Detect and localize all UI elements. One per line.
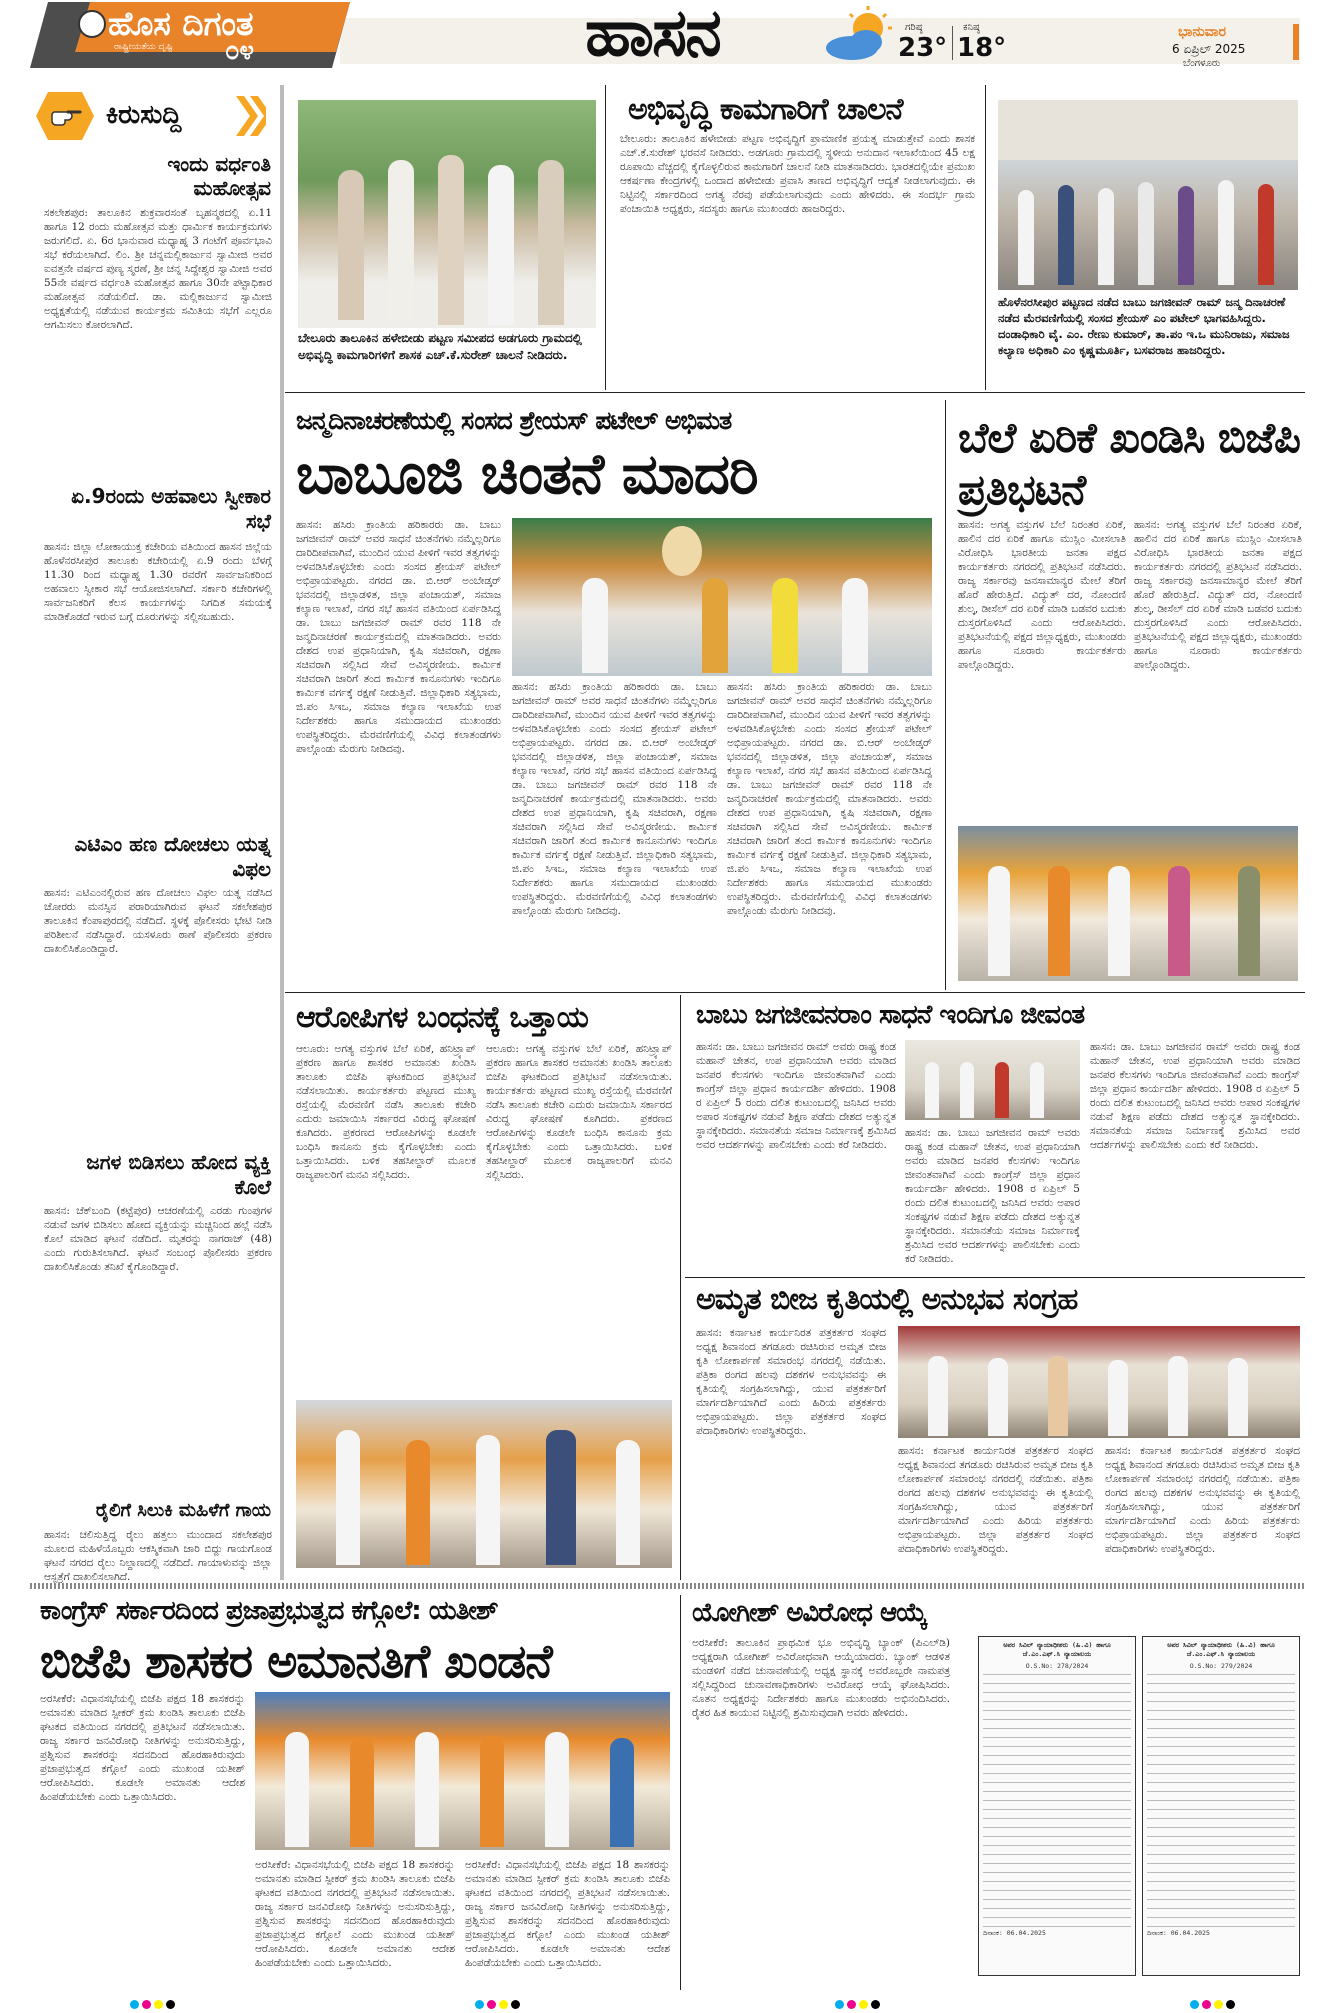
headline-yogesh: ಯೋಗೀಶ್ ಅವಿರೋಧ ಆಯ್ಕೆ [692, 1598, 927, 1628]
sidebar-body-1: ಸಕಲೇಶಪುರ: ತಾಲೂಕಿನ ಶುಕ್ರವಾರಸಂತೆ ಬೃಹನ್ಮಠದಲ್ಲಿ ಏ.11 ಹಾಗೂ 12 ರಂದು ಮಹೋತ್ಸವ ಮತ್ತು ಧಾರ್ಮಿಕ ಕಾರ್ಯಕ್ರಮಗಳು ಜರುಗಲಿದೆ. ಏ. 6ರ ಭಾನುವಾರ ಮಧ್ಯಾಹ್ನ 3 ಗಂಟೆಗೆ ಪೂರ್ವಭಾವಿ ಸಭೆ ಕರೆಯಲಾಗಿದೆ. ಲಿಂ. ಶ್ರೀ ಚನ್ನಮಲ್ಲಿಕಾರ್ಜುನ ಸ್ವಾಮೀಜಿ ಅವರ ಐವತ್ತನೇ ವರ್ಷದ ಪುಣ್ಯ ಸ್ಮರಣೆ, ಶ್ರೀ ಚನ್ನ ಸಿದ್ದೇಶ್ವರ ಸ್ವಾಮೀಜಿ ಅವರ 55ನೇ ವರ್ಷದ ವರ್ಧಂತಿ ಮಹೋತ್ಸವ ಹಾಗೂ 30ನೇ ಪಟ್ಟಾಧಿಕಾರ ಮಹೋತ್ಸವ ನಡೆಯಲಿದೆ. ಡಾ. ಮಲ್ಲಿಕಾರ್ಜುನ ಸ್ವಾಮೀಜಿ ಅಧ್ಯಕ್ಷತೆಯಲ್ಲಿ ನಡೆಯುವ ಕಾರ್ಯಕ್ರಮ ಸಮಿತಿಯ ಸಭೆಗೆ ಎಲ್ಲರೂ ಆಗಮಿಸಲು ಕೋರಲಾಗಿದೆ. [44, 207, 272, 331]
masthead-bar [1293, 24, 1299, 60]
photo-development-caption: ಬೇಲೂರು ತಾಲೂಕಿನ ಹಳೇಬೀಡು ಪಟ್ಟಣ ಸಮೀಪದ ಅಡಗೂರು ಗ್ರಾಮದಲ್ಲಿ ಅಭಿವೃದ್ಧಿ ಕಾಮಗಾರಿಗಳಿಗೆ ಶಾಸಕ ಎಚ್.ಕೆ.ಸುರೇಶ್ ಚಾಲನೆ ನೀಡಿದರು. [298, 331, 582, 362]
rule-v6 [680, 1595, 681, 1990]
body-babuji-col2: ಹಾಸನ: ಹಸಿರು ಕ್ರಾಂತಿಯ ಹರಿಕಾರರು ಡಾ. ಬಾಬು ಜಗಜೀವನ್ ರಾಮ್ ಅವರ ಸಾಧನೆ ಚಿಂತನೆಗಳು ನಮ್ಮೆಲ್ಲರಿಗೂ ದಾರಿದೀಪವಾಗಿವೆ, ಮುಂದಿನ ಯುವ ಪೀಳಿಗೆ ಇವರ ತತ್ವಗಳನ್ನು ಅಳವಡಿಸಿಕೊಳ್ಳಬೇಕು ಎಂದು ಸಂಸದ ಶ್ರೇಯಸ್ ಪಟೇಲ್ ಅಭಿಪ್ರಾಯಪಟ್ಟರು. ನಗರದ ಡಾ. ಬಿ.ಆರ್ ಅಂಬೇಡ್ಕರ್ ಭವನದಲ್ಲಿ ಜಿಲ್ಲಾಡಳಿತ, ಜಿಲ್ಲಾ ಪಂಚಾಯತ್, ಸಮಾಜ ಕಲ್ಯಾಣ ಇಲಾಖೆ, ನಗರ ಸಭೆ ಹಾಸನ ವತಿಯಿಂದ ಏರ್ಪಡಿಸಿದ್ದ ಡಾ. ಬಾಬು ಜಗಜೀವನ್ ರಾಮ್ ರವರ 118 ನೇ ಜನ್ಮದಿನಾಚರಣೆ ಕಾರ್ಯಕ್ರಮದಲ್ಲಿ ಮಾತನಾಡಿದರು. ಅವರು ದೇಶದ ಉಪ ಪ್ರಧಾನಿಯಾಗಿ, ಕೃಷಿ ಸಚಿವರಾಗಿ, ರಕ್ಷಣಾ ಸಚಿವರಾಗಿ ಸಲ್ಲಿಸಿದ ಸೇವೆ ಅವಿಸ್ಮರಣೀಯ. ಕಾರ್ಮಿಕ ಸಚಿವರಾಗಿ ಜಾರಿಗೆ ತಂದ ಕಾರ್ಮಿಕ ಕಾನೂನುಗಳು ಇಂದಿಗೂ ಕಾರ್ಮಿಕ ವರ್ಗಕ್ಕೆ ರಕ್ಷಣೆ ನೀಡುತ್ತಿವೆ. ಜಿಲ್ಲಾಧಿಕಾರಿ ಸತ್ಯಭಾಮ, ಜಿ.ಪಂ ಸಿಇಒ, ಸಮಾಜ ಕಲ್ಯಾಣ ಇಲಾಖೆಯ ಉಪ ನಿರ್ದೇಶಕರು ಹಾಗೂ ಸಮುದಾಯದ ಮುಖಂಡರು ಉಪಸ್ಥಿತರಿದ್ದರು. ಮೆರವಣಿಗೆಯಲ್ಲಿ ವಿವಿಧ ಕಲಾತಂಡಗಳು ಪಾಲ್ಗೊಂಡು ಮೆರುಗು ನೀಡಿದವು. [512, 681, 717, 917]
photo-procession-caption: ಹೊಳೆನರಸೀಪುರ ಪಟ್ಟಣದ ನಡೆದ ಬಾಬು ಜಗಜೀವನ್ ರಾಮ್ ಜನ್ಮ ದಿನಾಚರಣೆ ನಡೆದ ಮೆರವಣಿಗೆಯಲ್ಲಿ ಸಂಸದ ಶ್ರೇಯಸ್ ಎಂ ಪಟೇಲ್ ಭಾಗವಹಿಸಿದ್ದರು. ದಂಡಾಧಿಕಾರಿ ವೈ. ಎಂ. ರೇಣು ಕುಮಾರ್, ತಾ.ಪಂ ಇ.ಒ ಮುನಿರಾಜು, ಸಮಾಜ ಕಲ್ಯಾಣ ಅಧಿಕಾರಿ ಎಂ ಕೃಷ್ಣಮೂರ್ತಿ, ಬಸವರಾಜ ಹಾಜರಿದ್ದರು. [998, 295, 1290, 357]
body-amrutha-col1: ಹಾಸನ: ಕರ್ನಾಟಕ ಕಾರ್ಯನಿರತ ಪತ್ರಕರ್ತರ ಸಂಘದ ಅಧ್ಯಕ್ಷ ಶಿವಾನಂದ ತಗಡೂರು ರಚಿಸಿರುವ ಅಮೃತ ಬೀಜ ಕೃತಿ ಲೋಕಾರ್ಪಣೆ ಸಮಾರಂಭ ನಗರದಲ್ಲಿ ನಡೆಯಿತು. ಪತ್ರಿಕಾ ರಂಗದ ಹಲವು ದಶಕಗಳ ಅನುಭವವನ್ನು ಈ ಕೃತಿಯಲ್ಲಿ ಸಂಗ್ರಹಿಸಲಾಗಿದ್ದು, ಯುವ ಪತ್ರಕರ್ತರಿಗೆ ಮಾರ್ಗದರ್ಶಿಯಾಗಿದೆ ಎಂದು ಹಿರಿಯ ಪತ್ರಕರ್ತರು ಅಭಿಪ್ರಾಯಪಟ್ಟರು. ಜಿಲ್ಲಾ ಪತ್ರಕರ್ತರ ಸಂಘದ ಪದಾಧಿಕಾರಿಗಳು ಉಪಸ್ಥಿತರಿದ್ದರು. [696, 1327, 886, 1437]
headline-development: ಅಭಿವೃದ್ಧಿ ಕಾಮಗಾರಿಗೆ ಚಾಲನೆ [628, 92, 903, 127]
legal-notice-1-title: ಅಪರ ಸಿವಿಲ್ ನ್ಯಾಯಾಧೀಶರು (ಹಿ.ವಿ) ಹಾಗೂ ಜೆ.ಎಂ.ಎಫ್.ಸಿ ನ್ಯಾಯಾಲಯ [1003, 1641, 1111, 1658]
headline-congress: ಬಿಜೆಪಿ ಶಾಸಕರ ಅಮಾನತಿಗೆ ಖಂಡನೆ [40, 1634, 552, 1688]
body-congress-col2: ಅರಸೀಕೆರೆ: ವಿಧಾನಸಭೆಯಲ್ಲಿ ಬಿಜೆಪಿ ಪಕ್ಷದ 18 ಶಾಸಕರನ್ನು ಅಮಾನತು ಮಾಡಿದ ಸ್ಪೀಕರ್ ಕ್ರಮ ಖಂಡಿಸಿ ತಾಲೂಕು ಬಿಜೆಪಿ ಘಟಕದ ವತಿಯಿಂದ ನಗರದಲ್ಲಿ ಪ್ರತಿಭಟನೆ ನಡೆಸಲಾಯಿತು. ರಾಜ್ಯ ಸರ್ಕಾರ ಜನವಿರೋಧಿ ನೀತಿಗಳನ್ನು ಅನುಸರಿಸುತ್ತಿದ್ದು, ಪ್ರಶ್ನಿಸುವ ಶಾಸಕರನ್ನು ಸದನದಿಂದ ಹೊರಹಾಕಿರುವುದು ಪ್ರಜಾಪ್ರಭುತ್ವದ ಕಗ್ಗೊಲೆ ಎಂದು ಮುಖಂಡ ಯತೀಶ್ ಆರೋಪಿಸಿದರು. ಕೂಡಲೇ ಅಮಾನತು ಆದೇಶ ಹಿಂಪಡೆಯಬೇಕು ಎಂದು ಒತ್ತಾಯಿಸಿದರು. [255, 1859, 455, 1969]
sidebar-headline-1: ಇಂದು ವರ್ಧಂತಿ ಮಹೋತ್ಸವ [167, 152, 271, 200]
sidebar-body-2: ಹಾಸನ: ಜಿಲ್ಲಾ ಲೋಕಾಯುಕ್ತ ಕಚೇರಿಯ ವತಿಯಿಂದ ಹಾಸನ ಜಿಲ್ಲೆಯ ಹೊಳೆನರಸೀಪುರ ತಾಲೂಕು ಕಚೇರಿಯಲ್ಲಿ ಏ.9 ರಂದು ಬೆಳಗ್ಗೆ 11.30 ರಿಂದ ಮಧ್ಯಾಹ್ನ 1.30 ರವರೆಗೆ ಸಾರ್ವಜನಿಕರಿಂದ ಅಹವಾಲು ಸ್ವೀಕಾರ ಸಭೆ ಆಯೋಜಿಸಲಾಗಿದೆ. ಸರ್ಕಾರಿ ಕಚೇರಿಗಳಲ್ಲಿ ಸಾರ್ವಜನಿಕರಿಗೆ ಕೆಲಸ ಕಾರ್ಯಗಳನ್ನು ನಿಗದಿತ ಸಮಯಕ್ಕೆ ಮಾಡಿಕೊಡದೆ ಇರುವ ಬಗ್ಗೆ ದೂರುಗಳನ್ನು ಸಲ್ಲಿಸಬಹುದು. [44, 541, 272, 623]
sidebar-body-5: ಹಾಸನ: ಚಲಿಸುತ್ತಿದ್ದ ರೈಲು ಹತ್ತಲು ಮುಂದಾದ ಸಕಲೇಶಪುರ ಮೂಲದ ಮಹಿಳೆಯೊಬ್ಬರು ಆಕಸ್ಮಿಕವಾಗಿ ಜಾರಿ ಬಿದ್ದು ಗಾಯಗೊಂಡ ಘಟನೆ ನಗರದ ರೈಲು ನಿಲ್ದಾಣದಲ್ಲಿ ನಡೆದಿದೆ. ಗಾಯಾಳುವನ್ನು ಜಿಲ್ಲಾ ಆಸ್ಪತ್ರೆಗೆ ದಾಖಲಿಸಲಾಗಿದೆ. [44, 1529, 272, 1583]
sidebar [36, 88, 276, 1583]
logo-emblem [78, 10, 106, 38]
registration-marks-1 [130, 1994, 178, 2013]
body-congress-col1: ಅರಸೀಕೆರೆ: ವಿಧಾನಸಭೆಯಲ್ಲಿ ಬಿಜೆಪಿ ಪಕ್ಷದ 18 ಶಾಸಕರನ್ನು ಅಮಾನತು ಮಾಡಿದ ಸ್ಪೀಕರ್ ಕ್ರಮ ಖಂಡಿಸಿ ತಾಲೂಕು ಬಿಜೆಪಿ ಘಟಕದ ವತಿಯಿಂದ ನಗರದಲ್ಲಿ ಪ್ರತಿಭಟನೆ ನಡೆಸಲಾಯಿತು. ರಾಜ್ಯ ಸರ್ಕಾರ ಜನವಿರೋಧಿ ನೀತಿಗಳನ್ನು ಅನುಸರಿಸುತ್ತಿದ್ದು, ಪ್ರಶ್ನಿಸುವ ಶಾಸಕರನ್ನು ಸದನದಿಂದ ಹೊರಹಾಕಿರುವುದು ಪ್ರಜಾಪ್ರಭುತ್ವದ ಕಗ್ಗೊಲೆ ಎಂದು ಮುಖಂಡ ಯತೀಶ್ ಆರೋಪಿಸಿದರು. ಕೂಡಲೇ ಅಮಾನತು ಆದೇಶ ಹಿಂಪಡೆಯಬೇಕು ಎಂದು ಒತ್ತಾಯಿಸಿದರು. [40, 1693, 245, 1803]
body-arrest-col1: ಆಲೂರು: ಅಗತ್ಯ ವಸ್ತುಗಳ ಬೆಲೆ ಏರಿಕೆ, ಹನಿಟ್ರ್ಯಾಪ್ ಪ್ರಕರಣ ಹಾಗೂ ಶಾಸಕರ ಅಮಾನತು ಖಂಡಿಸಿ ತಾಲೂಕು ಬಿಜೆಪಿ ಘಟಕದಿಂದ ಪ್ರತಿಭಟನೆ ನಡೆಸಲಾಯಿತು. ಕಾರ್ಯಕರ್ತರು ಪಟ್ಟಣದ ಮುಖ್ಯ ರಸ್ತೆಯಲ್ಲಿ ಮೆರವಣಿಗೆ ನಡೆಸಿ ತಾಲೂಕು ಕಚೇರಿ ಎದುರು ಜಮಾಯಿಸಿ ಸರ್ಕಾರದ ವಿರುದ್ಧ ಘೋಷಣೆ ಕೂಗಿದರು. ಪ್ರಕರಣದ ಆರೋಪಿಗಳನ್ನು ಕೂಡಲೇ ಬಂಧಿಸಿ ಕಾನೂನು ಕ್ರಮ ಕೈಗೊಳ್ಳಬೇಕು ಎಂದು ಒತ್ತಾಯಿಸಿದರು. ಬಳಿಕ ತಹಸೀಲ್ದಾರ್ ಮೂಲಕ ರಾಜ್ಯಪಾಲರಿಗೆ ಮನವಿ ಸಲ್ಲಿಸಿದರು. [296, 1043, 476, 1181]
masthead-band [340, 18, 1300, 64]
photo-procession [998, 100, 1298, 290]
legal-notice-2-title: ಅಪರ ಸಿವಿಲ್ ನ್ಯಾಯಾಧೀಶರು (ಹಿ.ವಿ) ಹಾಗೂ ಜೆ.ಎಂ.ಎಫ್.ಸಿ ನ್ಯಾಯಾಲಯ [1167, 1641, 1275, 1658]
issue-date: 6 ಏಪ್ರಿಲ್ 2025 [1172, 42, 1246, 56]
body-price-rise-col1: ಹಾಸನ: ಅಗತ್ಯ ವಸ್ತುಗಳ ಬೆಲೆ ನಿರಂತರ ಏರಿಕೆ, ಹಾಲಿನ ದರ ಏರಿಕೆ ಹಾಗೂ ಮುಸ್ಲಿಂ ಮೀಸಲಾತಿ ವಿರೋಧಿಸಿ ಭಾರತೀಯ ಜನತಾ ಪಕ್ಷದ ಕಾರ್ಯಕರ್ತರು ನಗರದಲ್ಲಿ ಪ್ರತಿಭಟನೆ ನಡೆಸಿದರು. ರಾಜ್ಯ ಸರ್ಕಾರವು ಜನಸಾಮಾನ್ಯರ ಮೇಲೆ ತೆರಿಗೆ ಹೊರೆ ಹೇರುತ್ತಿದೆ. ವಿದ್ಯುತ್ ದರ, ನೋಂದಣಿ ಶುಲ್ಕ, ಡೀಸೆಲ್ ದರ ಏರಿಕೆ ಮಾಡಿ ಬಡವರ ಬದುಕು ದುಸ್ತರಗೊಳಿಸಿದೆ ಎಂದು ಆರೋಪಿಸಿದರು. ಪ್ರತಿಭಟನೆಯಲ್ಲಿ ಪಕ್ಷದ ಜಿಲ್ಲಾಧ್ಯಕ್ಷರು, ಮುಖಂಡರು ಹಾಗೂ ನೂರಾರು ಕಾರ್ಯಕರ್ತರು ಪಾಲ್ಗೊಂಡಿದ್ದರು. [958, 519, 1126, 671]
body-jagjivan-col1: ಹಾಸನ: ಡಾ. ಬಾಬು ಜಗಜೀವನ ರಾಮ್ ಅವರು ರಾಷ್ಟ್ರ ಕಂಡ ಮಹಾನ್ ಚೇತನ, ಉಪ ಪ್ರಧಾನಿಯಾಗಿ ಅವರು ಮಾಡಿದ ಜನಪರ ಕೆಲಸಗಳು ಇಂದಿಗೂ ಜೀವಂತವಾಗಿವೆ ಎಂದು ಕಾಂಗ್ರೆಸ್ ಜಿಲ್ಲಾ ಪ್ರಧಾನ ಕಾರ್ಯದರ್ಶಿ ಹೇಳಿದರು. 1908 ರ ಏಪ್ರಿಲ್ 5 ರಂದು ದಲಿತ ಕುಟುಂಬದಲ್ಲಿ ಜನಿಸಿದ ಅವರು ಅಪಾರ ಸಂಕಷ್ಟಗಳ ನಡುವೆ ಶಿಕ್ಷಣ ಪಡೆದು ದೇಶದ ಅತ್ಯುನ್ನತ ಸ್ಥಾನಕ್ಕೇರಿದರು. ಸಮಾನತೆಯ ಸಮಾಜ ನಿರ್ಮಾಣಕ್ಕೆ ಶ್ರಮಿಸಿದ ಅವರ ಆದರ್ಶಗಳನ್ನು ಪಾಲಿಸಬೇಕು ಎಂದು ಕರೆ ನೀಡಿದರು. [696, 1041, 896, 1151]
rule-h1 [285, 392, 1305, 393]
rule-v4 [945, 400, 946, 990]
temp-min: 18° [957, 33, 1007, 63]
registration-marks-3 [835, 1994, 883, 2013]
body-amrutha-col2: ಹಾಸನ: ಕರ್ನಾಟಕ ಕಾರ್ಯನಿರತ ಪತ್ರಕರ್ತರ ಸಂಘದ ಅಧ್ಯಕ್ಷ ಶಿವಾನಂದ ತಗಡೂರು ರಚಿಸಿರುವ ಅಮೃತ ಬೀಜ ಕೃತಿ ಲೋಕಾರ್ಪಣೆ ಸಮಾರಂಭ ನಗರದಲ್ಲಿ ನಡೆಯಿತು. ಪತ್ರಿಕಾ ರಂಗದ ಹಲವು ದಶಕಗಳ ಅನುಭವವನ್ನು ಈ ಕೃತಿಯಲ್ಲಿ ಸಂಗ್ರಹಿಸಲಾಗಿದ್ದು, ಯುವ ಪತ್ರಕರ್ತರಿಗೆ ಮಾರ್ಗದರ್ಶಿಯಾಗಿದೆ ಎಂದು ಹಿರಿಯ ಪತ್ರಕರ್ತರು ಅಭಿಪ್ರಾಯಪಟ್ಟರು. ಜಿಲ್ಲಾ ಪತ್ರಕರ್ತರ ಸಂಘದ ಪದಾಧಿಕಾರಿಗಳು ಉಪಸ್ಥಿತರಿದ್ದರು. [898, 1445, 1093, 1555]
registration-marks-4 [1190, 1994, 1238, 2013]
legal-notice-1 [978, 1636, 1136, 1976]
body-jagjivan-col3: ಹಾಸನ: ಡಾ. ಬಾಬು ಜಗಜೀವನ ರಾಮ್ ಅವರು ರಾಷ್ಟ್ರ ಕಂಡ ಮಹಾನ್ ಚೇತನ, ಉಪ ಪ್ರಧಾನಿಯಾಗಿ ಅವರು ಮಾಡಿದ ಜನಪರ ಕೆಲಸಗಳು ಇಂದಿಗೂ ಜೀವಂತವಾಗಿವೆ ಎಂದು ಕಾಂಗ್ರೆಸ್ ಜಿಲ್ಲಾ ಪ್ರಧಾನ ಕಾರ್ಯದರ್ಶಿ ಹೇಳಿದರು. 1908 ರ ಏಪ್ರಿಲ್ 5 ರಂದು ದಲಿತ ಕುಟುಂಬದಲ್ಲಿ ಜನಿಸಿದ ಅವರು ಅಪಾರ ಸಂಕಷ್ಟಗಳ ನಡುವೆ ಶಿಕ್ಷಣ ಪಡೆದು ದೇಶದ ಅತ್ಯುನ್ನತ ಸ್ಥಾನಕ್ಕೇರಿದರು. ಸಮಾನತೆಯ ಸಮಾಜ ನಿರ್ಮಾಣಕ್ಕೆ ಶ್ರಮಿಸಿದ ಅವರ ಆದರ್ಶಗಳನ್ನು ಪಾಲಿಸಬೇಕು ಎಂದು ಕರೆ ನೀಡಿದರು. [1090, 1041, 1300, 1151]
body-price-rise-col2: ಹಾಸನ: ಅಗತ್ಯ ವಸ್ತುಗಳ ಬೆಲೆ ನಿರಂತರ ಏರಿಕೆ, ಹಾಲಿನ ದರ ಏರಿಕೆ ಹಾಗೂ ಮುಸ್ಲಿಂ ಮೀಸಲಾತಿ ವಿರೋಧಿಸಿ ಭಾರತೀಯ ಜನತಾ ಪಕ್ಷದ ಕಾರ್ಯಕರ್ತರು ನಗರದಲ್ಲಿ ಪ್ರತಿಭಟನೆ ನಡೆಸಿದರು. ರಾಜ್ಯ ಸರ್ಕಾರವು ಜನಸಾಮಾನ್ಯರ ಮೇಲೆ ತೆರಿಗೆ ಹೊರೆ ಹೇರುತ್ತಿದೆ. ವಿದ್ಯುತ್ ದರ, ನೋಂದಣಿ ಶುಲ್ಕ, ಡೀಸೆಲ್ ದರ ಏರಿಕೆ ಮಾಡಿ ಬಡವರ ಬದುಕು ದುಸ್ತರಗೊಳಿಸಿದೆ ಎಂದು ಆರೋಪಿಸಿದರು. ಪ್ರತಿಭಟನೆಯಲ್ಲಿ ಪಕ್ಷದ ಜಿಲ್ಲಾಧ್ಯಕ್ಷರು, ಮುಖಂಡರು ಹಾಗೂ ನೂರಾರು ಕಾರ್ಯಕರ್ತರು ಪಾಲ್ಗೊಂಡಿದ್ದರು. [1134, 519, 1302, 671]
kicker-babuji: ಜನ್ಮದಿನಾಚರಣೆಯಲ್ಲಿ ಸಂಸದ ಶ್ರೇಯಸ್ ಪಟೇಲ್ ಅಭಿಮತ [296, 406, 732, 435]
sidebar-headline-5: ರೈಲಿಗೆ ಸಿಲುಕಿ ಮಹಿಳೆಗೆ ಗಾಯ [95, 1500, 271, 1521]
photo-amrutha [898, 1326, 1300, 1438]
temp-max-label: ಗರಿಷ್ಠ [905, 22, 923, 33]
body-arrest-col2: ಆಲೂರು: ಅಗತ್ಯ ವಸ್ತುಗಳ ಬೆಲೆ ಏರಿಕೆ, ಹನಿಟ್ರ್ಯಾಪ್ ಪ್ರಕರಣ ಹಾಗೂ ಶಾಸಕರ ಅಮಾನತು ಖಂಡಿಸಿ ತಾಲೂಕು ಬಿಜೆಪಿ ಘಟಕದಿಂದ ಪ್ರತಿಭಟನೆ ನಡೆಸಲಾಯಿತು. ಕಾರ್ಯಕರ್ತರು ಪಟ್ಟಣದ ಮುಖ್ಯ ರಸ್ತೆಯಲ್ಲಿ ಮೆರವಣಿಗೆ ನಡೆಸಿ ತಾಲೂಕು ಕಚೇರಿ ಎದುರು ಜಮಾಯಿಸಿ ಸರ್ಕಾರದ ವಿರುದ್ಧ ಘೋಷಣೆ ಕೂಗಿದರು. ಪ್ರಕರಣದ ಆರೋಪಿಗಳನ್ನು ಕೂಡಲೇ ಬಂಧಿಸಿ ಕಾನೂನು ಕ್ರಮ ಕೈಗೊಳ್ಳಬೇಕು ಎಂದು ಒತ್ತಾಯಿಸಿದರು. ಬಳಿಕ ತಹಸೀಲ್ದಾರ್ ಮೂಲಕ ರಾಜ್ಯಪಾಲರಿಗೆ ಮನವಿ ಸಲ್ಲಿಸಿದರು. [486, 1043, 672, 1181]
sidebar-section-label: ಕಿರುಸುದ್ದಿ [106, 100, 182, 130]
body-babuji-col3: ಹಾಸನ: ಹಸಿರು ಕ್ರಾಂತಿಯ ಹರಿಕಾರರು ಡಾ. ಬಾಬು ಜಗಜೀವನ್ ರಾಮ್ ಅವರ ಸಾಧನೆ ಚಿಂತನೆಗಳು ನಮ್ಮೆಲ್ಲರಿಗೂ ದಾರಿದೀಪವಾಗಿವೆ, ಮುಂದಿನ ಯುವ ಪೀಳಿಗೆ ಇವರ ತತ್ವಗಳನ್ನು ಅಳವಡಿಸಿಕೊಳ್ಳಬೇಕು ಎಂದು ಸಂಸದ ಶ್ರೇಯಸ್ ಪಟೇಲ್ ಅಭಿಪ್ರಾಯಪಟ್ಟರು. ನಗರದ ಡಾ. ಬಿ.ಆರ್ ಅಂಬೇಡ್ಕರ್ ಭವನದಲ್ಲಿ ಜಿಲ್ಲಾಡಳಿತ, ಜಿಲ್ಲಾ ಪಂಚಾಯತ್, ಸಮಾಜ ಕಲ್ಯಾಣ ಇಲಾಖೆ, ನಗರ ಸಭೆ ಹಾಸನ ವತಿಯಿಂದ ಏರ್ಪಡಿಸಿದ್ದ ಡಾ. ಬಾಬು ಜಗಜೀವನ್ ರಾಮ್ ರವರ 118 ನೇ ಜನ್ಮದಿನಾಚರಣೆ ಕಾರ್ಯಕ್ರಮದಲ್ಲಿ ಮಾತನಾಡಿದರು. ಅವರು ದೇಶದ ಉಪ ಪ್ರಧಾನಿಯಾಗಿ, ಕೃಷಿ ಸಚಿವರಾಗಿ, ರಕ್ಷಣಾ ಸಚಿವರಾಗಿ ಸಲ್ಲಿಸಿದ ಸೇವೆ ಅವಿಸ್ಮರಣೀಯ. ಕಾರ್ಮಿಕ ಸಚಿವರಾಗಿ ಜಾರಿಗೆ ತಂದ ಕಾರ್ಮಿಕ ಕಾನೂನುಗಳು ಇಂದಿಗೂ ಕಾರ್ಮಿಕ ವರ್ಗಕ್ಕೆ ರಕ್ಷಣೆ ನೀಡುತ್ತಿವೆ. ಜಿಲ್ಲಾಧಿಕಾರಿ ಸತ್ಯಭಾಮ, ಜಿ.ಪಂ ಸಿಇಒ, ಸಮಾಜ ಕಲ್ಯಾಣ ಇಲಾಖೆಯ ಉಪ ನಿರ್ದೇಶಕರು ಹಾಗೂ ಸಮುದಾಯದ ಮುಖಂಡರು ಉಪಸ್ಥಿತರಿದ್ದರು. ಮೆರವಣಿಗೆಯಲ್ಲಿ ವಿವಿಧ ಕಲಾತಂಡಗಳು ಪಾಲ್ಗೊಂಡು ಮೆರುಗು ನೀಡಿದವು. [727, 681, 932, 917]
registration-marks-2 [475, 1994, 523, 2013]
photo-price-rise [958, 826, 1298, 981]
headline-arrest: ಆರೋಪಿಗಳ ಬಂಧನಕ್ಕೆ ಒತ್ತಾಯ [296, 1000, 588, 1035]
headline-price-rise: ಬೆಲೆ ಏರಿಕೆ ಖಂಡಿಸಿ ಬಿಜೆಪಿ ಪ್ರತಿಭಟನೆ [958, 413, 1300, 514]
rule-h3 [685, 1277, 1305, 1278]
sidebar-headline-2: ಏ.9ರಂದು ಅಹವಾಲು ಸ್ವೀಕಾರ ಸಭೆ [71, 484, 271, 533]
body-jagjivan-col2: ಹಾಸನ: ಡಾ. ಬಾಬು ಜಗಜೀವನ ರಾಮ್ ಅವರು ರಾಷ್ಟ್ರ ಕಂಡ ಮಹಾನ್ ಚೇತನ, ಉಪ ಪ್ರಧಾನಿಯಾಗಿ ಅವರು ಮಾಡಿದ ಜನಪರ ಕೆಲಸಗಳು ಇಂದಿಗೂ ಜೀವಂತವಾಗಿವೆ ಎಂದು ಕಾಂಗ್ರೆಸ್ ಜಿಲ್ಲಾ ಪ್ರಧಾನ ಕಾರ್ಯದರ್ಶಿ ಹೇಳಿದರು. 1908 ರ ಏಪ್ರಿಲ್ 5 ರಂದು ದಲಿತ ಕುಟುಂಬದಲ್ಲಿ ಜನಿಸಿದ ಅವರು ಅಪಾರ ಸಂಕಷ್ಟಗಳ ನಡುವೆ ಶಿಕ್ಷಣ ಪಡೆದು ದೇಶದ ಅತ್ಯುನ್ನತ ಸ್ಥಾನಕ್ಕೇರಿದರು. ಸಮಾನತೆಯ ಸಮಾಜ ನಿರ್ಮಾಣಕ್ಕೆ ಶ್ರಮಿಸಿದ ಅವರ ಆದರ್ಶಗಳನ್ನು ಪಾಲಿಸಬೇಕು ಎಂದು ಕರೆ ನೀಡಿದರು. [905, 1127, 1080, 1265]
rule-v1 [280, 85, 284, 1580]
weekday: ಭಾನುವಾರ [1178, 24, 1227, 40]
logo-text: ಹೊಸ ದಿಗಂತ [108, 4, 254, 43]
sidebar-headline-4: ಜಗಳ ಬಿಡಿಸಲು ಹೋದ ವ್ಯಕ್ತಿ ಕೊಲೆ [86, 1150, 271, 1199]
rule-v5 [680, 995, 681, 1580]
hand-pointing-icon [50, 102, 82, 130]
headline-amrutha: ಅಮೃತ ಬೀಜ ಕೃತಿಯಲ್ಲಿ ಅನುಭವ ಸಂಗ್ರಹ [696, 1282, 1078, 1317]
temp-min-label: ಕನಿಷ್ಠ [963, 22, 980, 33]
body-development: ಬೇಲೂರು: ತಾಲೂಕಿನ ಹಳೇಬೀಡು ಪಟ್ಟಣ ಅಭಿವೃದ್ಧಿಗೆ ಪ್ರಾಮಾಣಿಕ ಪ್ರಯತ್ನ ಮಾಡುತ್ತೇವೆ ಎಂದು ಶಾಸಕ ಎಚ್.ಕೆ.ಸುರೇಶ್ ಭರವಸೆ ನೀಡಿದರು. ಅಡಗೂರು ಗ್ರಾಮದಲ್ಲಿ ಸ್ಥಳೀಯ ಅನುದಾನ ಇಲಾಖೆಯಿಂದ 45 ಲಕ್ಷ ರೂಪಾಯಿ ವೆಚ್ಚದಲ್ಲಿ ಕೈಗೊಳ್ಳಲಿರುವ ಕಾಮಗಾರಿಗೆ ಚಾಲನೆ ನೀಡಿ ಮಾತನಾಡಿದರು. ಭಾರತದಲ್ಲಿಯೇ ಪ್ರಮುಖ ಆಕರ್ಷಣಾ ಕೇಂದ್ರಗಳಲ್ಲಿ ಒಂದಾದ ಹಳೇಬೀಡು ಪ್ರವಾಸಿ ತಾಣದ ಅಭಿವೃದ್ಧಿಗೆ ಆದ್ಯತೆ ನೀಡಲಾಗುವುದು. ಈ ನಿಟ್ಟಿನಲ್ಲಿ ಸರ್ಕಾರದಿಂದ ಅಗತ್ಯ ನೆರವು ಪಡೆಯಲಾಗುವುದು ಎಂದು ಹೇಳಿದರು. ಈ ಸಂದರ್ಭ ಗ್ರಾಮ ಪಂಚಾಯಿತಿ ಅಧ್ಯಕ್ಷರು, ಸದಸ್ಯರು ಹಾಗೂ ಮುಖಂಡರು ಹಾಜರಿದ್ದರು. [620, 133, 975, 215]
page-number: ೦೪ [225, 36, 255, 66]
weather-divider [952, 26, 953, 60]
weather-icon [822, 6, 894, 64]
rule-h2 [285, 992, 1305, 993]
sidebar-headline-3: ಎಟಿಎಂ ಹಣ ದೋಚಲು ಯತ್ನ ವಿಫಲ [74, 832, 271, 881]
photo-development [298, 100, 596, 328]
photo-congress [255, 1692, 670, 1850]
headline-jagjivan: ಬಾಬು ಜಗಜೀವನರಾಂ ಸಾಧನೆ ಇಂದಿಗೂ ಜೀವಂತ [696, 1000, 1085, 1030]
body-yogesh: ಅರಸೀಕೆರೆ: ತಾಲೂಕಿನ ಪ್ರಾಥಮಿಕ ಭೂ ಅಭಿವೃದ್ಧಿ ಬ್ಯಾಂಕ್ (ಪಿಎಲ್‌ಡಿ) ಅಧ್ಯಕ್ಷರಾಗಿ ಯೋಗೀಶ್ ಅವಿರೋಧವಾಗಿ ಆಯ್ಕೆಯಾದರು. ಬ್ಯಾಂಕ್ ಆಡಳಿತ ಮಂಡಳಿಗೆ ನಡೆದ ಚುನಾವಣೆಯಲ್ಲಿ ಅಧ್ಯಕ್ಷ ಸ್ಥಾನಕ್ಕೆ ಅವರೊಬ್ಬರೇ ನಾಮಪತ್ರ ಸಲ್ಲಿಸಿದ್ದರಿಂದ ಚುನಾವಣಾಧಿಕಾರಿಗಳು ಅವಿರೋಧ ಆಯ್ಕೆ ಘೋಷಿಸಿದರು. ನೂತನ ಅಧ್ಯಕ್ಷರನ್ನು ನಿರ್ದೇಶಕರು ಹಾಗೂ ಮುಖಂಡರು ಅಭಿನಂದಿಸಿದರು. ರೈತರ ಹಿತ ಕಾಯುವ ನಿಟ್ಟಿನಲ್ಲಿ ಶ್ರಮಿಸುವುದಾಗಿ ಅವರು ಹೇಳಿದರು. [692, 1637, 950, 1719]
legal-notice-1-date: ದಿನಾಂಕ: 06.04.2025 [983, 1929, 1046, 1937]
body-babuji-col1: ಹಾಸನ: ಹಸಿರು ಕ್ರಾಂತಿಯ ಹರಿಕಾರರು ಡಾ. ಬಾಬು ಜಗಜೀವನ್ ರಾಮ್ ಅವರ ಸಾಧನೆ ಚಿಂತನೆಗಳು ನಮ್ಮೆಲ್ಲರಿಗೂ ದಾರಿದೀಪವಾಗಿವೆ, ಮುಂದಿನ ಯುವ ಪೀಳಿಗೆ ಇವರ ತತ್ವಗಳನ್ನು ಅಳವಡಿಸಿಕೊಳ್ಳಬೇಕು ಎಂದು ಸಂಸದ ಶ್ರೇಯಸ್ ಪಟೇಲ್ ಅಭಿಪ್ರಾಯಪಟ್ಟರು. ನಗರದ ಡಾ. ಬಿ.ಆರ್ ಅಂಬೇಡ್ಕರ್ ಭವನದಲ್ಲಿ ಜಿಲ್ಲಾಡಳಿತ, ಜಿಲ್ಲಾ ಪಂಚಾಯತ್, ಸಮಾಜ ಕಲ್ಯಾಣ ಇಲಾಖೆ, ನಗರ ಸಭೆ ಹಾಸನ ವತಿಯಿಂದ ಏರ್ಪಡಿಸಿದ್ದ ಡಾ. ಬಾಬು ಜಗಜೀವನ್ ರಾಮ್ ರವರ 118 ನೇ ಜನ್ಮದಿನಾಚರಣೆ ಕಾರ್ಯಕ್ರಮದಲ್ಲಿ ಮಾತನಾಡಿದರು. ಅವರು ದೇಶದ ಉಪ ಪ್ರಧಾನಿಯಾಗಿ, ಕೃಷಿ ಸಚಿವರಾಗಿ, ರಕ್ಷಣಾ ಸಚಿವರಾಗಿ ಸಲ್ಲಿಸಿದ ಸೇವೆ ಅವಿಸ್ಮರಣೀಯ. ಕಾರ್ಮಿಕ ಸಚಿವರಾಗಿ ಜಾರಿಗೆ ತಂದ ಕಾರ್ಮಿಕ ಕಾನೂನುಗಳು ಇಂದಿಗೂ ಕಾರ್ಮಿಕ ವರ್ಗಕ್ಕೆ ರಕ್ಷಣೆ ನೀಡುತ್ತಿವೆ. ಜಿಲ್ಲಾಧಿಕಾರಿ ಸತ್ಯಭಾಮ, ಜಿ.ಪಂ ಸಿಇಒ, ಸಮಾಜ ಕಲ್ಯಾಣ ಇಲಾಖೆಯ ಉಪ ನಿರ್ದೇಶಕರು ಹಾಗೂ ಸಮುದಾಯದ ಮುಖಂಡರು ಉಪಸ್ಥಿತರಿದ್ದರು. ಮೆರವಣಿಗೆಯಲ್ಲಿ ವಿವಿಧ ಕಲಾತಂಡಗಳು ಪಾಲ್ಗೊಂಡು ಮೆರುಗು ನೀಡಿದವು. [296, 519, 501, 755]
photo-arrest [296, 1400, 672, 1568]
temp-max: 23° [898, 33, 948, 63]
legal-notice-2-date: ದಿನಾಂಕ: 06.04.2025 [1147, 1929, 1210, 1937]
photo-jagjivan [905, 1040, 1080, 1120]
logo-tagline: ರಾಷ್ಟ್ರೀಯತೆಯ ದೃಷ್ಟಿ [114, 42, 173, 52]
sidebar-body-3: ಹಾಸನ: ಎಟಿಎಂನಲ್ಲಿರುವ ಹಣ ದೋಚಲು ವಿಫಲ ಯತ್ನ ನಡೆಸಿದ ಚೋರರು ಮನಸ್ಸಿನ ಪರಾರಿಯಾಗಿರುವ ಘಟನೆ ಸಕಲೇಶಪುರ ತಾಲೂಕಿನ ಕೆಂಪಾಪುರದಲ್ಲಿ ನಡೆದಿದೆ. ಸ್ಥಳಕ್ಕೆ ಪೊಲೀಸರು ಭೇಟಿ ನೀಡಿ ಪರಿಶೀಲನೆ ನಡೆಸಿದ್ದಾರೆ. ಯಸಳೂರು ಠಾಣೆ ಪೊಲೀಸರು ಪ್ರಕರಣ ದಾಖಲಿಸಿಕೊಂಡಿದ್ದಾರೆ. [44, 887, 272, 955]
headline-babuji: ಬಾಬೂಜಿ ಚಿಂತನೆ ಮಾದರಿ [296, 442, 758, 507]
legal-notice-2 [1142, 1636, 1300, 1976]
rule-v2 [605, 85, 606, 390]
city-title: ಹಾಸನ [585, 0, 720, 71]
sidebar-body-4: ಹಾಸನ: ಚೆಕ್‌ಬಂದಿ (ಕಟ್ಟೆಪುರ) ಆಚರಣೆಯಲ್ಲಿ ಎರಡು ಗುಂಪುಗಳ ನಡುವೆ ಜಗಳ ಬಿಡಿಸಲು ಹೋದ ವ್ಯಕ್ತಿಯನ್ನು ಮಚ್ಚಿನಿಂದ ಹಲ್ಲೆ ನಡೆಸಿ ಕೊಲೆ ಮಾಡಿದ ಘಟನೆ ನಡೆದಿದೆ. ಮೃತರನ್ನು ನಾಗರಾಜ್ (48) ಎಂದು ಗುರುತಿಸಲಾಗಿದೆ. ಘಟನೆ ಸಂಬಂಧ ಪೊಲೀಸರು ಪ್ರಕರಣ ದಾಖಲಿಸಿಕೊಂಡು ತನಿಖೆ ಕೈಗೊಂಡಿದ್ದಾರೆ. [44, 1205, 272, 1273]
rule-v3 [985, 85, 986, 390]
edition: ಬೆಂಗಳೂರು [1183, 58, 1221, 69]
body-congress-col3: ಅರಸೀಕೆರೆ: ವಿಧಾನಸಭೆಯಲ್ಲಿ ಬಿಜೆಪಿ ಪಕ್ಷದ 18 ಶಾಸಕರನ್ನು ಅಮಾನತು ಮಾಡಿದ ಸ್ಪೀಕರ್ ಕ್ರಮ ಖಂಡಿಸಿ ತಾಲೂಕು ಬಿಜೆಪಿ ಘಟಕದ ವತಿಯಿಂದ ನಗರದಲ್ಲಿ ಪ್ರತಿಭಟನೆ ನಡೆಸಲಾಯಿತು. ರಾಜ್ಯ ಸರ್ಕಾರ ಜನವಿರೋಧಿ ನೀತಿಗಳನ್ನು ಅನುಸರಿಸುತ್ತಿದ್ದು, ಪ್ರಶ್ನಿಸುವ ಶಾಸಕರನ್ನು ಸದನದಿಂದ ಹೊರಹಾಕಿರುವುದು ಪ್ರಜಾಪ್ರಭುತ್ವದ ಕಗ್ಗೊಲೆ ಎಂದು ಮುಖಂಡ ಯತೀಶ್ ಆರೋಪಿಸಿದರು. ಕೂಡಲೇ ಅಮಾನತು ಆದೇಶ ಹಿಂಪಡೆಯಬೇಕು ಎಂದು ಒತ್ತಾಯಿಸಿದರು. [465, 1859, 670, 1969]
body-amrutha-col3: ಹಾಸನ: ಕರ್ನಾಟಕ ಕಾರ್ಯನಿರತ ಪತ್ರಕರ್ತರ ಸಂಘದ ಅಧ್ಯಕ್ಷ ಶಿವಾನಂದ ತಗಡೂರು ರಚಿಸಿರುವ ಅಮೃತ ಬೀಜ ಕೃತಿ ಲೋಕಾರ್ಪಣೆ ಸಮಾರಂಭ ನಗರದಲ್ಲಿ ನಡೆಯಿತು. ಪತ್ರಿಕಾ ರಂಗದ ಹಲವು ದಶಕಗಳ ಅನುಭವವನ್ನು ಈ ಕೃತಿಯಲ್ಲಿ ಸಂಗ್ರಹಿಸಲಾಗಿದ್ದು, ಯುವ ಪತ್ರಕರ್ತರಿಗೆ ಮಾರ್ಗದರ್ಶಿಯಾಗಿದೆ ಎಂದು ಹಿರಿಯ ಪತ್ರಕರ್ತರು ಅಭಿಪ್ರಾಯಪಟ್ಟರು. ಜಿಲ್ಲಾ ಪತ್ರಕರ್ತರ ಸಂಘದ ಪದಾಧಿಕಾರಿಗಳು ಉಪಸ್ಥಿತರಿದ್ದರು. [1105, 1445, 1300, 1555]
masthead [0, 0, 1339, 70]
legal-notice-2-case: O.S.No: 279/2024 [1189, 1662, 1253, 1670]
photo-babuji [512, 518, 932, 676]
legal-notice-1-case: O.S.No: 278/2024 [1025, 1662, 1089, 1670]
kicker-congress: ಕಾಂಗ್ರೆಸ್ ಸರ್ಕಾರದಿಂದ ಪ್ರಜಾಪ್ರಭುತ್ವದ ಕಗ್ಗೊಲೆ: ಯತೀಶ್ [40, 1596, 498, 1626]
